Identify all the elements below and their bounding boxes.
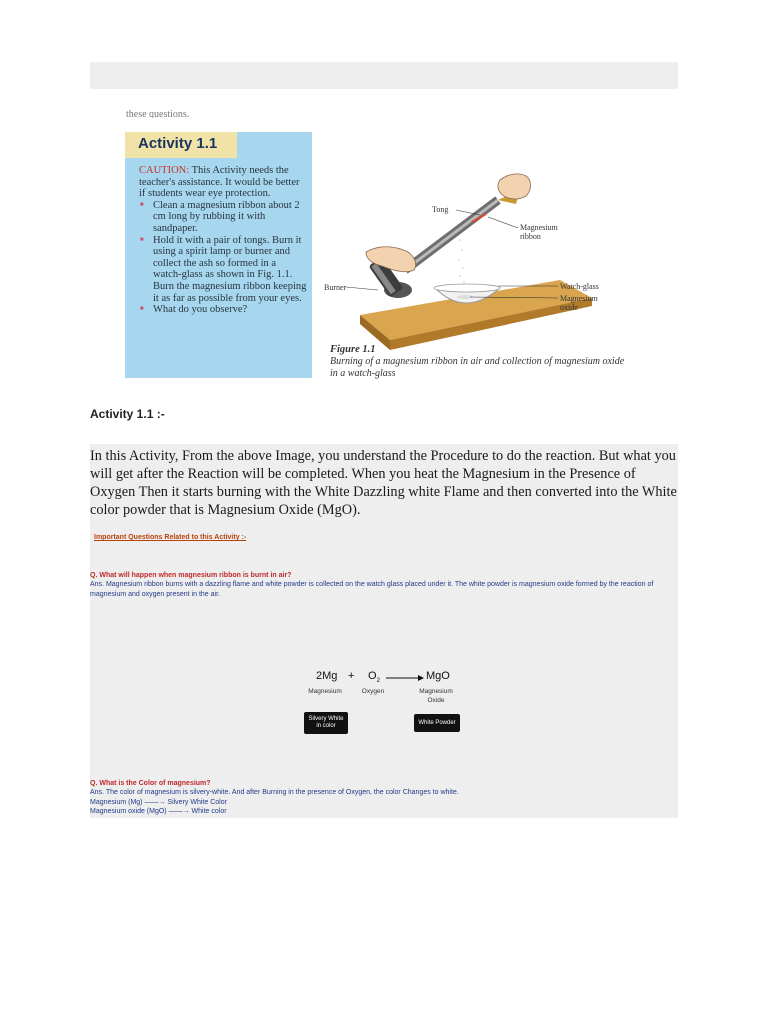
reactant-oxygen-subscript: 2 <box>376 678 380 685</box>
product-mgo: MgO <box>426 670 450 682</box>
right-hand <box>498 174 531 199</box>
answer-1: Ans. Magnesium ribbon burns with a dazzling flame and white powder is collected on the watch glass placed under it. The white powder is magnesium oxide formed by the reaction of magnesium and oxygen present in the air. <box>90 581 654 598</box>
tong-highlight <box>405 200 498 270</box>
name-magnesium-oxide-1: Magnesium <box>419 688 453 695</box>
name-magnesium: Magnesium <box>308 688 342 695</box>
caution-paragraph <box>139 165 307 200</box>
label-oxide-1: Magnesium <box>560 294 598 303</box>
label-tong: Tong <box>432 205 449 214</box>
label-ribbon-2: ribbon <box>520 232 541 241</box>
label-ribbon-1: Magnesium <box>520 223 558 232</box>
question-1: Q. What will happen when magnesium ribbon is burnt in air? <box>90 572 292 579</box>
answer-panel <box>90 444 678 818</box>
answer-2-line-1: Magnesium (Mg) ——→ Silvery White Color <box>90 799 227 806</box>
name-oxygen: Oxygen <box>361 688 385 695</box>
caution-label: CAUTION: <box>139 165 190 176</box>
plus-sign: + <box>348 670 355 682</box>
main-paragraph: In this Activity, From the above Image, you understand the Procedure to do the reaction. But what you will get after the Reaction will be completed. When you heat the Magnesium in the Presence of Oxygen Then it starts burning with the White Dazzling white Flame and then converted into the White color powder that is Magnesium Oxide (MgO). <box>90 448 677 518</box>
activity-body <box>139 165 307 316</box>
activity-steps <box>139 200 307 316</box>
reactant-oxygen <box>368 670 380 684</box>
reactant-magnesium: 2Mg <box>316 670 338 682</box>
activity-title: Activity 1.1 <box>138 135 218 152</box>
chemical-equation <box>300 666 470 738</box>
activity-step: ■ Clean a magnesium ribbon about 2 cm long by rubbing it with sandpaper. <box>139 200 307 235</box>
reactant-oxygen-symbol: O <box>368 670 377 682</box>
question-2: Q. What is the Color of magnesium? <box>90 780 211 787</box>
white-powder-badge: White Powder <box>414 714 460 732</box>
figure-caption-title: Figure 1.1 <box>330 344 376 355</box>
name-magnesium-oxide-2: Oxide <box>427 697 445 704</box>
label-oxide-2: oxide <box>560 303 578 312</box>
activity-step: ■ Hold it with a pair of tongs. Burn it using a spirit lamp or burner and collect the ash so formed in a watch-glass as shown in Fig. 1.1. Burn the magnesium ribbon keeping it as far as possible from your eyes. <box>139 235 307 305</box>
activity-step: ■ What do you observe? <box>139 304 307 316</box>
figure-caption <box>330 344 630 380</box>
silvery-white-line-2: in color <box>316 723 336 729</box>
reaction-arrow-icon <box>384 673 424 683</box>
activity-box <box>125 132 312 378</box>
activity-heading: Activity 1.1 :- <box>90 407 165 421</box>
watch-glass-rim <box>434 284 500 292</box>
caution-text: This Activity needs the teacher's assistance. It would be better if students wear eye protection. <box>139 165 300 200</box>
figure-caption-text: Burning of a magnesium ribbon in air and collection of magnesium oxide in a watch-glass <box>330 356 625 379</box>
important-questions-link[interactable]: Important Questions Related to this Activity :- <box>94 534 247 541</box>
top-gray-bar <box>90 62 678 89</box>
silvery-white-badge <box>304 712 348 734</box>
silvery-white-line-1: Silvery White <box>308 716 344 722</box>
label-watch-glass: Watch-glass <box>560 282 599 291</box>
answer-2-line-2: Magnesium oxide (MgO) ——→ White color <box>90 808 227 815</box>
smoke <box>458 239 465 283</box>
answer-2: Ans. The color of magnesium is silvery-white. And after Burning in the presence of Oxygen, the color Changes to white. <box>90 789 459 796</box>
label-burner: Burner <box>324 283 347 292</box>
cut-off-text: these questions. <box>126 109 190 118</box>
